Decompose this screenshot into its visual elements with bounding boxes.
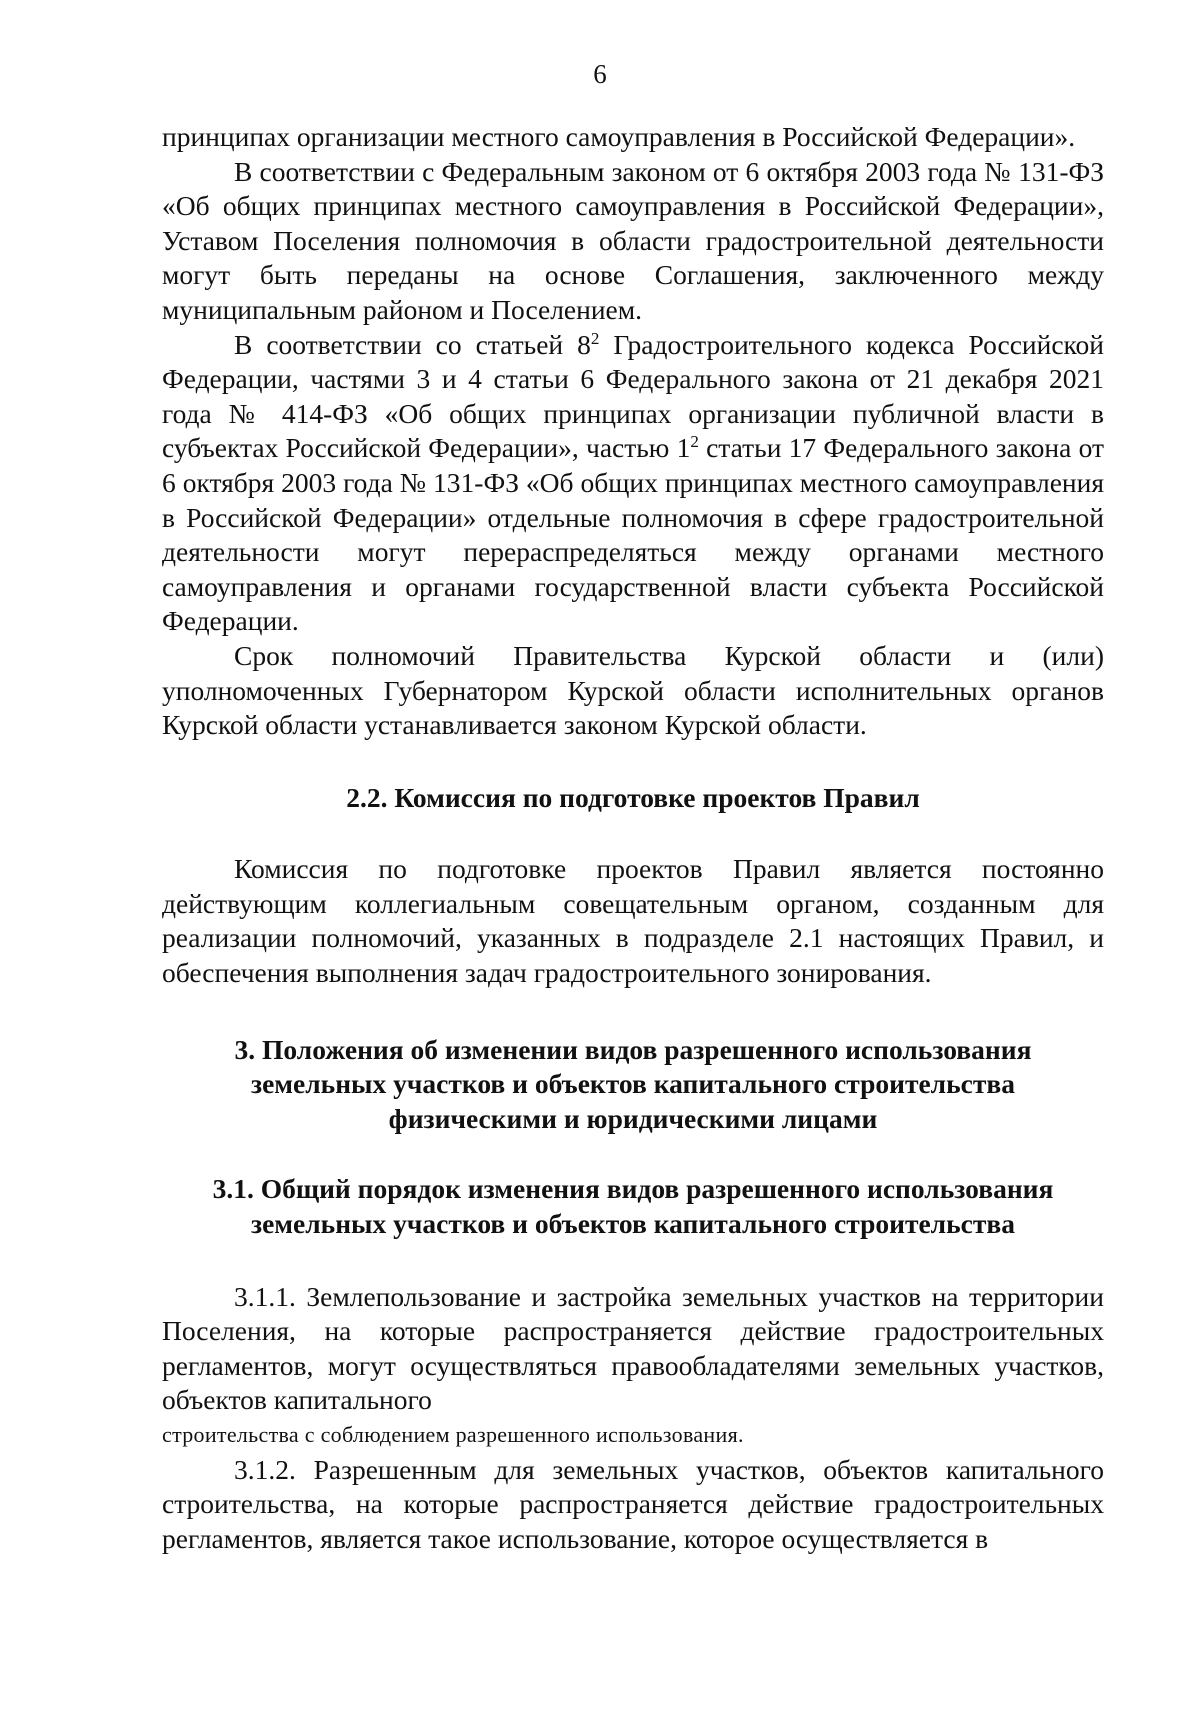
paragraph-text: статьи 17 Федерального закона от 6 октября 2003 года № 131-ФЗ «Об общих принципах местного самоуправления в Российской Федерации» отдельные полномочия в сфере градостроительной деятельности могут перераспределяться между органами местного самоуправления и органами государственной власти субъекта Российской Федерации. bbox=[162, 432, 1104, 637]
section-heading-3 bbox=[162, 1033, 1104, 1137]
section-heading-3-1 bbox=[162, 1172, 1104, 1241]
paragraph-3-1-1: 3.1.1. Землепользование и застройка земельных участков на территории Поселения, на которые распространяется действие градостроительных регламентов, могут осуществляться правообладателями земельных участков, объектов капитального bbox=[162, 1280, 1104, 1416]
heading-line: физическими и юридическими лицами bbox=[388, 1102, 878, 1134]
paragraph-term-of-powers: Срок полномочий Правительства Курской области и (или) уполномоченных Губернатором Курской области исполнительных органов Курской области устанавливается законом Курской области. bbox=[162, 639, 1104, 741]
heading-line: 3.1. Общий порядок изменения видов разрешенного использования bbox=[212, 1173, 1054, 1205]
page-body bbox=[162, 120, 1104, 1556]
superscript: 2 bbox=[590, 328, 600, 348]
paragraph-text: В соответствии со статьей 8 bbox=[234, 328, 591, 360]
section-heading-2-2: 2.2. Комиссия по подготовке проектов Правил bbox=[346, 781, 920, 813]
paragraph-3-1-1-last-line: строительства с соблюдением разрешенного использования. bbox=[162, 1422, 744, 1447]
paragraph-article-8-2 bbox=[162, 328, 1104, 639]
superscript: 2 bbox=[690, 432, 699, 452]
paragraph-3-1-2: 3.1.2. Разрешенным для земельных участков, объектов капитального строительства, на которые распространяется действие градостроительных регламентов, является такое использование, которое осуществляется в bbox=[162, 1453, 1104, 1554]
paragraph-text: Градостроительного кодекса Российской Федерации, частями 3 и 4 статьи 6 Федерального закона от 21 декабря 2021 года № 414-ФЗ «Об общих принципах организации публичной власти в субъектах Российской Федерации», частью 1 bbox=[162, 328, 1104, 464]
paragraph-federal-law-131: В соответствии с Федеральным законом от 6 октября 2003 года № 131-ФЗ «Об общих принципах местного самоуправления в Российской Федерации», Уставом Поселения полномочия в области градостроительной деятельности могут быть переданы на основе Соглашения, заключенного между муниципальным районом и Поселением. bbox=[162, 155, 1104, 325]
heading-line: земельных участков и объектов капитального строительства bbox=[251, 1208, 1015, 1240]
paragraph-continuation: принципах организации местного самоуправления в Российской Федерации». bbox=[162, 121, 1076, 152]
page-number: 6 bbox=[593, 59, 607, 89]
paragraph-commission: Комиссия по подготовке проектов Правил является постоянно действующим коллегиальным совещательным органом, созданным для реализации полномочий, указанных в подразделе 2.1 настоящих Правил, и обеспечения выполнения задач градостроительного зонирования. bbox=[162, 853, 1104, 989]
heading-line: 3. Положения об изменении видов разрешенного использования bbox=[234, 1033, 1032, 1065]
heading-line: земельных участков и объектов капитального строительства bbox=[251, 1068, 1015, 1100]
